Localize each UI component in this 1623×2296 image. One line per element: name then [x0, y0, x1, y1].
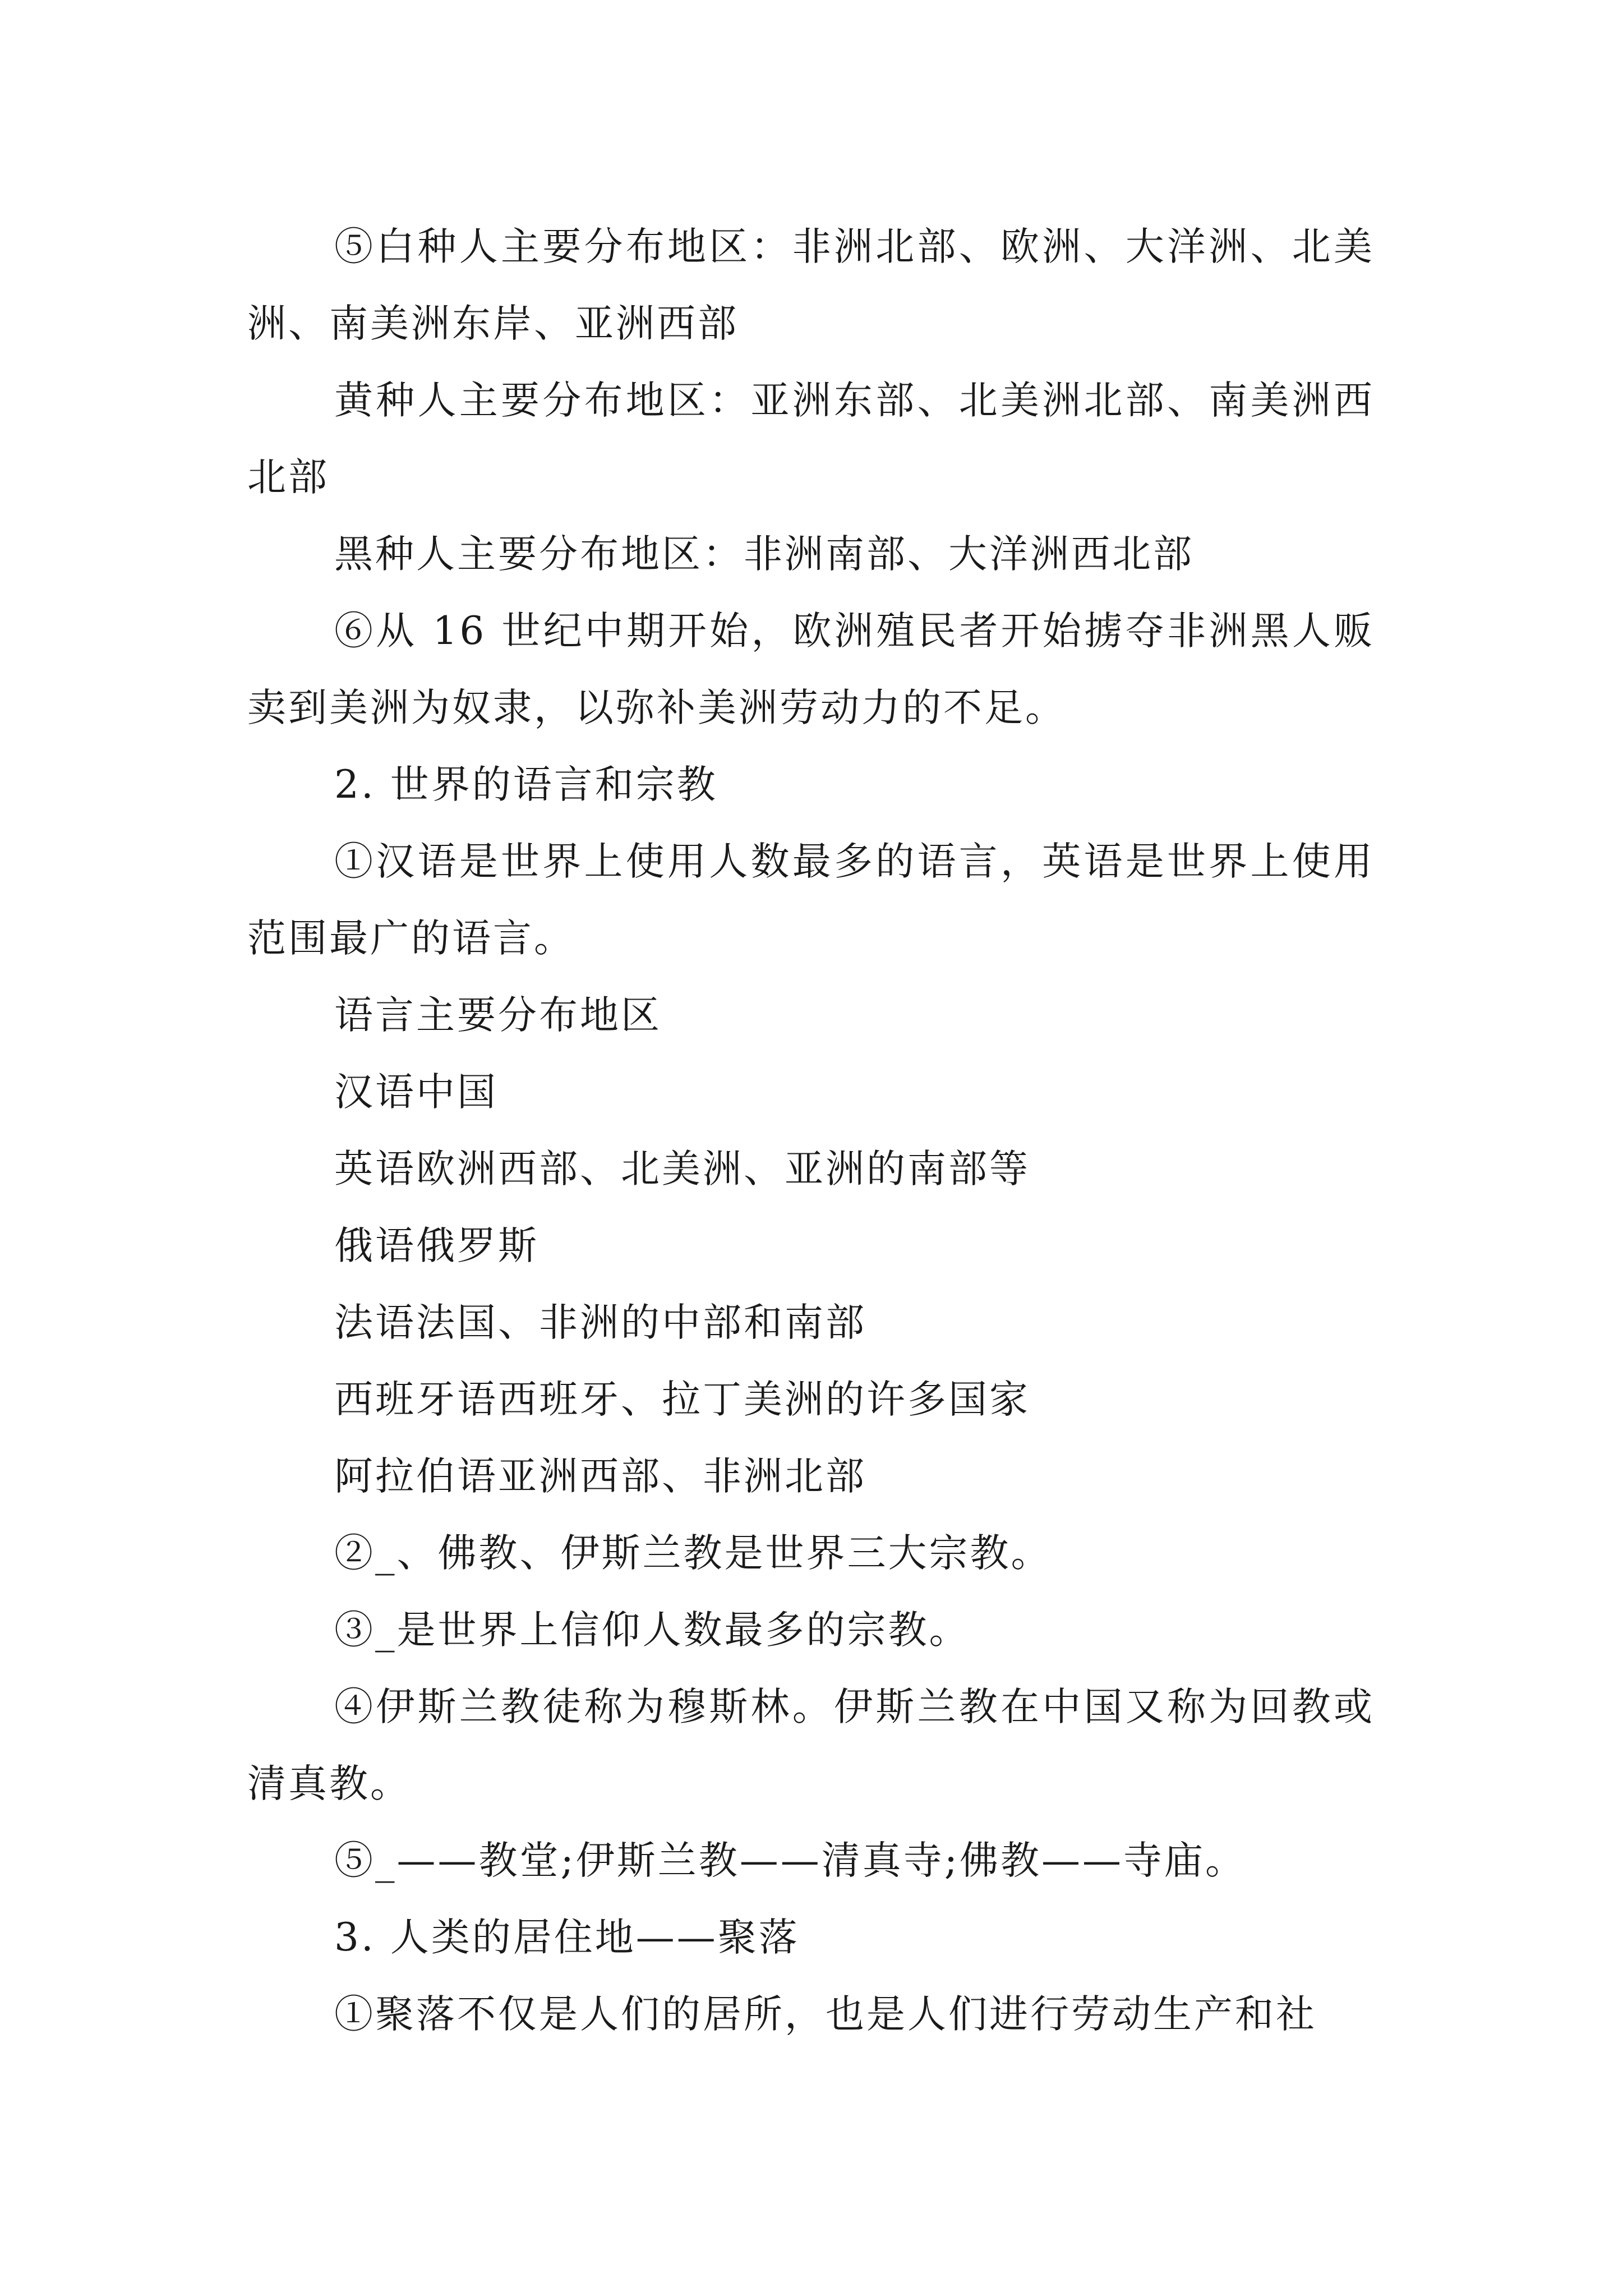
document-body: [247, 209, 1375, 2053]
language-row-chinese: 汉语中国: [334, 1070, 498, 1115]
paragraph-settlement-definition: ①聚落不仅是人们的居所，也是人们进行劳动生产和社: [334, 1992, 1317, 2037]
paragraph-slave-trade: ⑥从 16 世纪中期开始，欧洲殖民者开始掳夺非洲黑人贩卖到美洲为奴隶，以弥补美洲劳动力的不足。: [247, 609, 1375, 730]
language-row-french: 法语法国、非洲的中部和南部: [334, 1300, 866, 1345]
paragraph-black-race-distribution: 黑种人主要分布地区：非洲南部、大洋洲西北部: [334, 532, 1194, 577]
paragraph-chinese-english-languages: ①汉语是世界上使用人数最多的语言，英语是世界上使用范围最广的语言。: [247, 839, 1375, 961]
paragraph-islam-muslims: ④伊斯兰教徒称为穆斯林。伊斯兰教在中国又称为回教或清真教。: [247, 1685, 1375, 1806]
paragraph-white-race-distribution: ⑤白种人主要分布地区：非洲北部、欧洲、大洋洲、北美洲、南美洲东岸、亚洲西部: [247, 224, 1375, 346]
language-row-arabic: 阿拉伯语亚洲西部、非洲北部: [334, 1454, 866, 1499]
language-row-english: 英语欧洲西部、北美洲、亚洲的南部等: [334, 1147, 1030, 1191]
language-row-spanish: 西班牙语西班牙、拉丁美洲的许多国家: [334, 1377, 1030, 1422]
language-row-russian: 俄语俄罗斯: [334, 1223, 539, 1268]
section-heading-settlements: 3. 人类的居住地——聚落: [334, 1915, 800, 1960]
paragraph-three-religions: ②_、佛教、伊斯兰教是世界三大宗教。: [334, 1531, 1052, 1576]
language-table-header: 语言主要分布地区: [334, 993, 662, 1038]
paragraph-yellow-race-distribution: 黄种人主要分布地区：亚洲东部、北美洲北部、南美洲西北部: [247, 378, 1375, 500]
paragraph-most-followers-religion: ③_是世界上信仰人数最多的宗教。: [334, 1608, 970, 1653]
paragraph-places-of-worship: ⑤_——教堂;伊斯兰教——清真寺;佛教——寺庙。: [334, 1838, 1246, 1883]
section-heading-language-religion: 2. 世界的语言和宗教: [334, 762, 718, 807]
